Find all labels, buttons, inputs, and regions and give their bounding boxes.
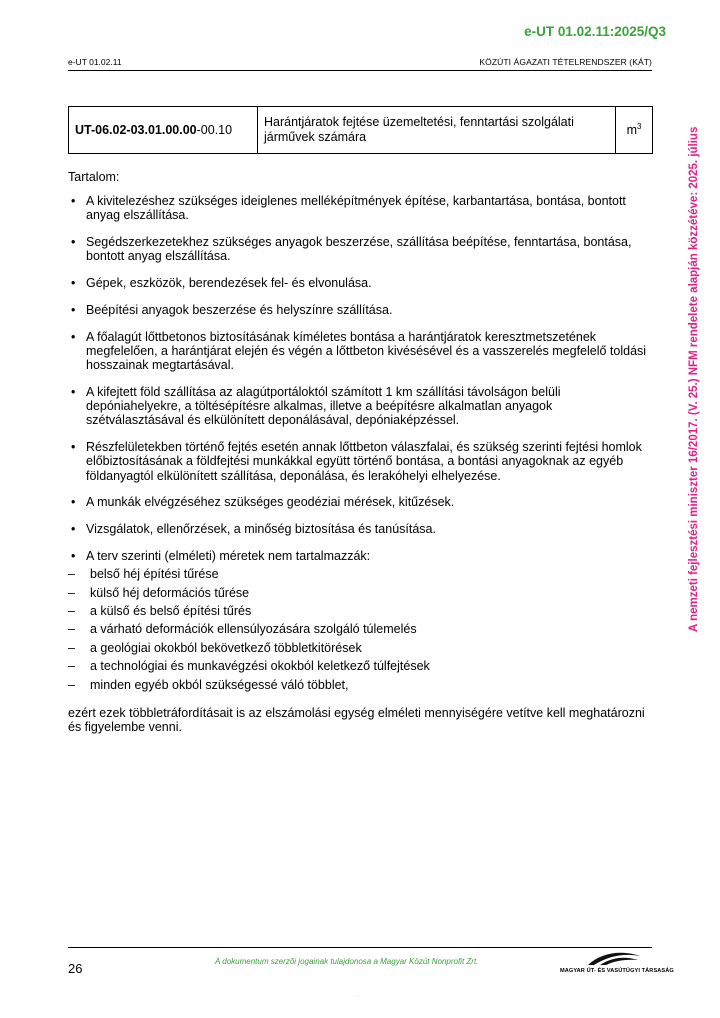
dash-text: külső héj deformációs tűrése [90, 585, 250, 600]
bullet-icon: • [71, 440, 76, 455]
bullet-item [68, 303, 653, 317]
bullet-text: A kifejtett föld szállítása az alagútportáloktól számított 1 km szállítási távolságon belüli depóniahelyekre, a töltésépítésre alkalmas, illetve a beépítésre alkalmatlan anyagok szétválasztásával és elkülönített deponálásával, depóniaképzéssel. [86, 385, 561, 428]
item-code [69, 107, 258, 154]
dash-text: a technológiai és munkavégzési okokból keletkező túlfejtések [90, 659, 430, 674]
bullet-icon: • [71, 194, 76, 209]
dash-item [68, 567, 653, 581]
publication-note: A nemzeti fejlesztési miniszter 16/2017. (V. 25.) NFM rendelete alapján közzétéve: 2025. július [688, 126, 700, 632]
copyright-note: A dokumentum szerzői jogainak tulajdonosa a Magyar Közút Nonprofit Zrt. [215, 957, 479, 966]
page-number: 26 [68, 961, 83, 976]
bullet-text: A főalagút lőttbetonos biztosításának kíméletes bontása a harántjáratok keresztmetszetének megfelelően, a harántjárat elején és végén a lőttbeton kivésésével és a vasszerelés megfelelő toldási hosszainak megtartásával. [86, 329, 647, 373]
bullet-item [68, 235, 653, 263]
dash-text: a külső és belső építési tűrés [90, 603, 252, 618]
dash-text: a várható deformációk ellensúlyozására szolgáló túlemelés [90, 622, 417, 637]
bullet-item [68, 276, 653, 290]
dash-icon: – [68, 622, 75, 637]
document-code: e-UT 01.02.11:2025/Q3 [524, 24, 666, 39]
bullet-list [68, 194, 653, 563]
bullet-text: Gépek, eszközök, berendezések fel- és elvonulása. [86, 276, 372, 291]
dash-text: a geológiai okokból bekövetkező többletkitörések [90, 640, 362, 655]
header-right: KÖZÚTI ÁGAZATI TÉTELRENDSZER (KÁT) [479, 57, 652, 67]
bullet-icon: • [71, 276, 76, 291]
bullet-text: A kivitelezéshez szükséges ideiglenes melléképítmények építése, karbantartása, bontása, bontott anyag elszállítása. [86, 194, 626, 223]
dash-text: minden egyéb okból szükségessé váló többlet, [90, 677, 349, 692]
dash-item [68, 659, 653, 673]
bullet-text: Vizsgálatok, ellenőrzések, a minőség biztosítása és tanúsítása. [86, 522, 436, 537]
bullet-item [68, 330, 653, 373]
item-unit [616, 107, 653, 154]
dash-text: belső héj építési tűrése [90, 567, 219, 582]
header-left: e-UT 01.02.11 [68, 57, 122, 67]
dash-icon: – [68, 640, 75, 655]
bullet-item [68, 440, 653, 483]
dash-item [68, 622, 653, 636]
footer-divider [68, 947, 652, 948]
dash-item [68, 678, 653, 692]
content [68, 170, 653, 747]
bullet-item [68, 385, 653, 428]
item-unit-exponent: 3 [636, 122, 642, 132]
dash-item [68, 586, 653, 600]
item-description: Harántjáratok fejtése üzemeltetési, fenntartási szolgálati járművek számára [258, 107, 616, 154]
dash-icon: – [68, 567, 75, 582]
bullet-text: A munkák elvégzéséhez szükséges geodéziai mérések, kitűzések. [86, 495, 455, 510]
bullet-icon: • [71, 522, 76, 537]
bullet-icon: • [71, 329, 76, 344]
bullet-item [68, 194, 653, 222]
bullet-text: Beépítési anyagok beszerzése és helyszínre szállítása. [86, 303, 393, 317]
dash-icon: – [68, 603, 75, 618]
bullet-icon: • [71, 303, 76, 317]
item-row [69, 107, 653, 154]
item-unit-base: m [626, 123, 637, 138]
header-divider [68, 70, 652, 71]
item-code-suffix: -00.10 [196, 123, 233, 137]
bullet-icon: • [71, 235, 76, 250]
dash-item [68, 604, 653, 618]
bullet-text: Részfelületekben történő fejtés esetén annak lőttbeton válaszfalai, és szükség szerinti fejtési homlok előbiztosításának a földfejtési munkákkal együtt történő bontása, a bontási anyagoknak az egyéb földanyagtól elkülönített szállítása, deponálása, és lerakóhelyi elhelyezése. [86, 440, 642, 483]
dash-list [68, 567, 653, 692]
item-table [68, 106, 653, 154]
logo-text: MAGYAR ÚT- ÉS VASÚTÜGYI TÁRSASÁG [560, 968, 674, 974]
bullet-item [68, 549, 653, 563]
dash-icon: – [68, 585, 75, 600]
bullet-icon: • [71, 385, 76, 399]
swoosh-logo-icon [560, 950, 655, 967]
content-heading: Tartalom: [68, 170, 120, 184]
company-logo [560, 950, 674, 974]
bullet-item [68, 522, 653, 536]
bullet-text: A terv szerinti (elméleti) méretek nem tartalmazzák: [86, 549, 371, 563]
bullet-icon: • [71, 549, 76, 563]
item-code-main: UT-06.02-03.01.00.00 [75, 123, 197, 137]
bullet-text: Segédszerkezetekhez szükséges anyagok beszerzése, szállítása beépítése, fenntartása, bontása, bontott anyag elszállítása. [86, 235, 632, 264]
bottom-mark: · [357, 994, 359, 1000]
dash-icon: – [68, 659, 75, 674]
closing-paragraph: ezért ezek többletráfordításait is az elszámolási egység elméleti mennyiségére vetítve kell meghatározni és figyelembe venni. [68, 705, 645, 734]
bullet-item [68, 495, 653, 509]
dash-icon: – [68, 677, 75, 692]
dash-item [68, 641, 653, 655]
bullet-icon: • [71, 495, 76, 510]
